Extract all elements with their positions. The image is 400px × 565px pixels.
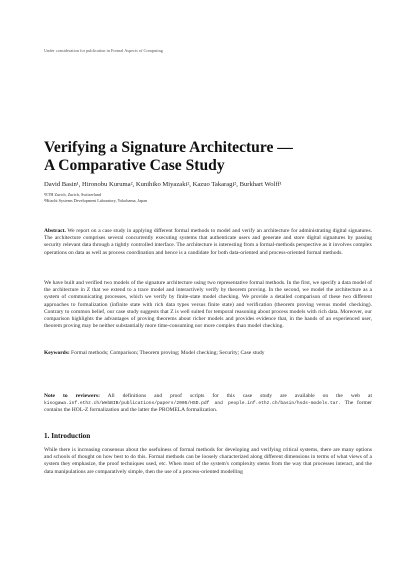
journal-header: Under consideration for publication in Formal Aspects of Computing bbox=[44, 48, 163, 53]
abstract-label: Abstract. bbox=[44, 228, 66, 234]
keywords-label: Keywords: bbox=[44, 350, 70, 356]
affiliation-2: ²Hitachi Systems Development Laboratory, Yokohama, Japan bbox=[44, 198, 148, 203]
abstract-text-2: We have built and verified two models of the signature architecture using two representative formal methods. In the first, we specify a data model of the architecture in Z that we extend to a trace model and interactively verify by theorem proving. In the second, we model the architecture as a system of communicating processes, which we verify by finite-state model checking. We provide a detailed comparison of these two different approaches to formalization (infinite state with rich data types versus finite state) and verification (theorem proving versus model checking). Contrary to common belief, our case study suggests that Z is well suited for temporal reasoning about process models with rich data. Moreover, our comparison highlights the advantages of proving theorems about richer models and provides evidence that, in the hands of an experienced user, theorem proving may be neither substantially more time-consuming nor more complex than model checking. bbox=[44, 280, 372, 330]
reviewer-note-text-a: All definitions and proof scripts for this case study are available on the web at bbox=[107, 393, 372, 399]
author-list: David Basin¹, Hironobu Kuruma², Kunihiko Miyazaki², Kazuo Takaragi², Burkhart Wolff¹ bbox=[44, 181, 282, 188]
title-line-2: A Comparative Case Study bbox=[44, 156, 225, 174]
reviewer-note-label: Note to reviewers: bbox=[44, 393, 100, 399]
reviewer-note bbox=[44, 393, 372, 415]
abstract-paragraph-1 bbox=[44, 228, 372, 257]
title-line-1: Verifying a Signature Architecture — bbox=[44, 139, 293, 156]
reviewer-note-text-b: The former contains the HOL-Z formalization and the latter the PROMELA formalization. bbox=[44, 400, 372, 414]
paper-title bbox=[44, 139, 374, 174]
affiliation-1: ¹ETH Zurich, Zurich, Switzerland bbox=[44, 192, 101, 197]
keywords bbox=[44, 350, 372, 357]
reviewer-note-url[interactable]: kisogawa.inf.ethz.ch/WebBIB/publications/papers/2005/HSD.pdf and people.inf.ethz.ch/basin/hsds-models.tar. bbox=[44, 401, 342, 407]
keywords-text: Formal methods; Comparison; Theorem proving; Model checking; Security; Case study bbox=[71, 350, 265, 356]
section-heading-introduction: 1. Introduction bbox=[44, 432, 91, 440]
introduction-text: While there is increasing consensus about the usefulness of formal methods for developing and verifying critical systems, there are many options and schools of thought on how best to do this. Formal methods can be loosely characterized along different dimensions in terms of what views of a system they emphasize, the proof techniques used, etc. When most of the system's complexity stems from the way that processes interact, and the data manipulations are comparatively simple, then the use of a process-oriented modelling bbox=[44, 447, 372, 475]
introduction-paragraph bbox=[44, 447, 372, 476]
abstract-text-1: We report on a case study in applying different formal methods to model and verify an architecture for administrating digital signatures. The architecture comprises several concurrently executing systems that authenticate users and generate and store digital signatures by passing security relevant data through a tightly controlled interface. The architecture is interesting from a formal-methods perspective as it involves complex operations on data as well as process coordination and hence is a candidate for both data-oriented and process-oriented formal methods. bbox=[44, 228, 372, 256]
abstract-paragraph-2 bbox=[44, 280, 372, 330]
